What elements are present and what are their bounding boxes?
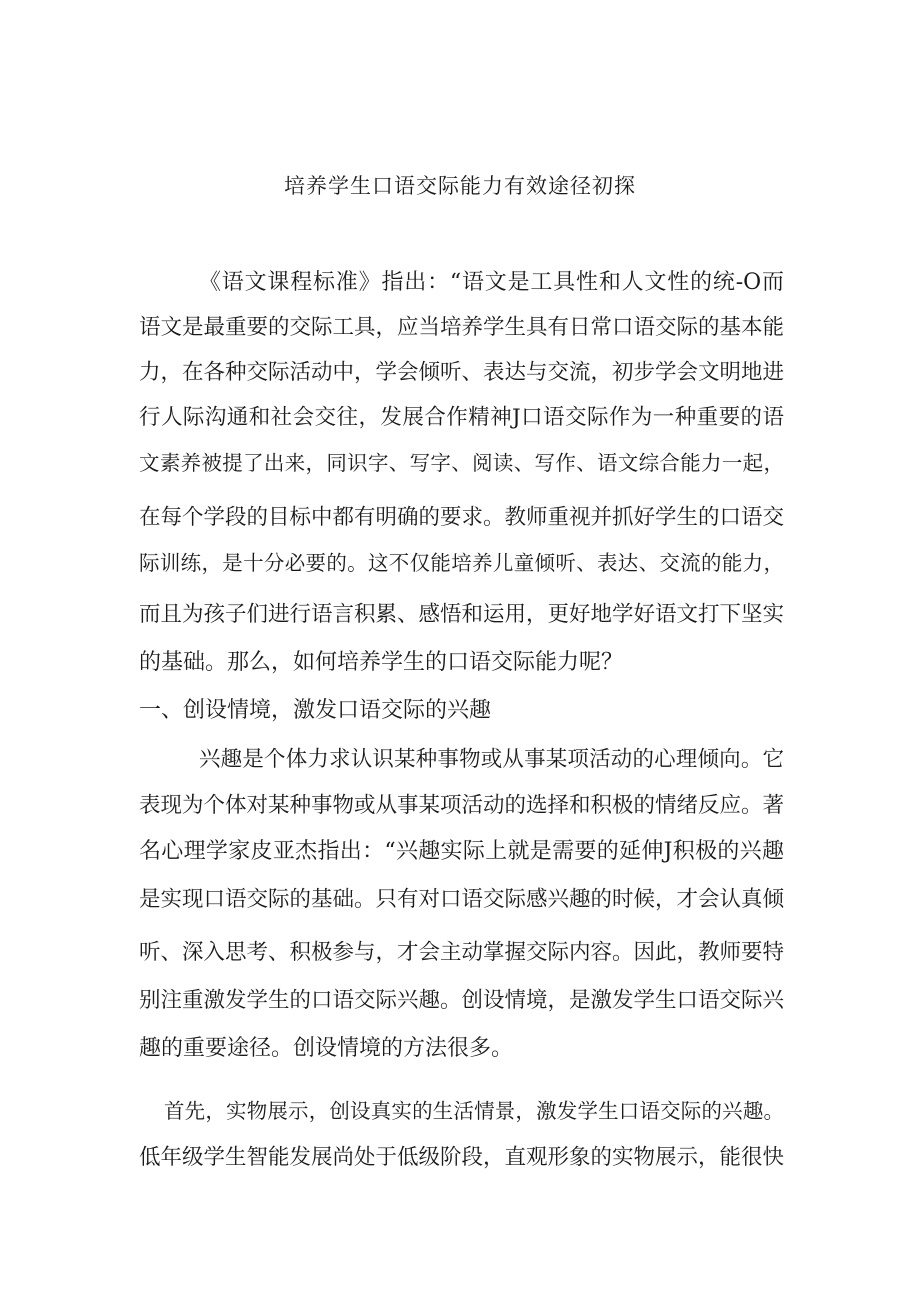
paragraph-line: 行人际沟通和社会交往，发展合作精神J口语交际作为一种重要的语 xyxy=(139,405,784,430)
paragraph-line: 语文是最重要的交际工具，应当培养学生具有日常口语交际的基本能 xyxy=(139,315,785,340)
paragraph-line: 听、深入思考、积极参与，才会主动掌握交际内容。因此，教师要特 xyxy=(139,940,785,965)
paragraph-line: 首先，实物展示，创设真实的生活情景，激发学生口语交际的兴趣。 xyxy=(164,1099,784,1123)
paragraph-line: 名心理学家皮亚杰指出：“兴趣实际上就是需要的延伸J积极的兴趣 xyxy=(139,839,784,864)
paragraph-line: 是实现口语交际的基础。只有对口语交际感兴趣的时候，才会认真倾 xyxy=(139,887,785,912)
paragraph-line: 别注重激发学生的口语交际兴趣。创设情境，是激发学生口语交际兴 xyxy=(139,988,785,1013)
paragraph-line: 文素养被提了出来，同识字、写字、阅读、写作、语文综合能力一起， xyxy=(139,451,784,475)
paragraph-line: 的基础。那么，如何培养学生的口语交际能力呢？ xyxy=(139,650,624,675)
paragraph-line: 《语文课程标准》指出：“语文是工具性和人文性的统-O而 xyxy=(199,270,784,295)
paragraph-line: 力，在各种交际活动中，学会倾听、表达与交流，初步学会文明地进 xyxy=(139,360,785,385)
section-heading: 一、创设情境，激发口语交际的兴趣 xyxy=(139,698,492,723)
document-title: 培养学生口语交际能力有效途径初探 xyxy=(284,174,636,198)
paragraph-line: 表现为个体对某种事物或从事某项活动的选择和积极的情绪反应。著 xyxy=(139,793,785,818)
paragraph-line: 而且为孩子们进行语言积累、感悟和运用，更好地学好语文打下坚实 xyxy=(139,602,785,627)
paragraph-line: 际训练，是十分必要的。这不仅能培养儿童倾听、表达、交流的能力， xyxy=(139,551,784,575)
paragraph-line: 趣的重要途径。创设情境的方法很多。 xyxy=(139,1036,514,1061)
paragraph-line: 兴趣是个体力求认识某种事物或从事某项活动的心理倾向。它 xyxy=(199,747,784,772)
paragraph-line: 低年级学生智能发展尚处于低级阶段，直观形象的实物展示，能很快 xyxy=(139,1145,785,1170)
paragraph-line: 在每个学段的目标中都有明确的要求。教师重视并抓好学生的口语交 xyxy=(139,505,785,530)
